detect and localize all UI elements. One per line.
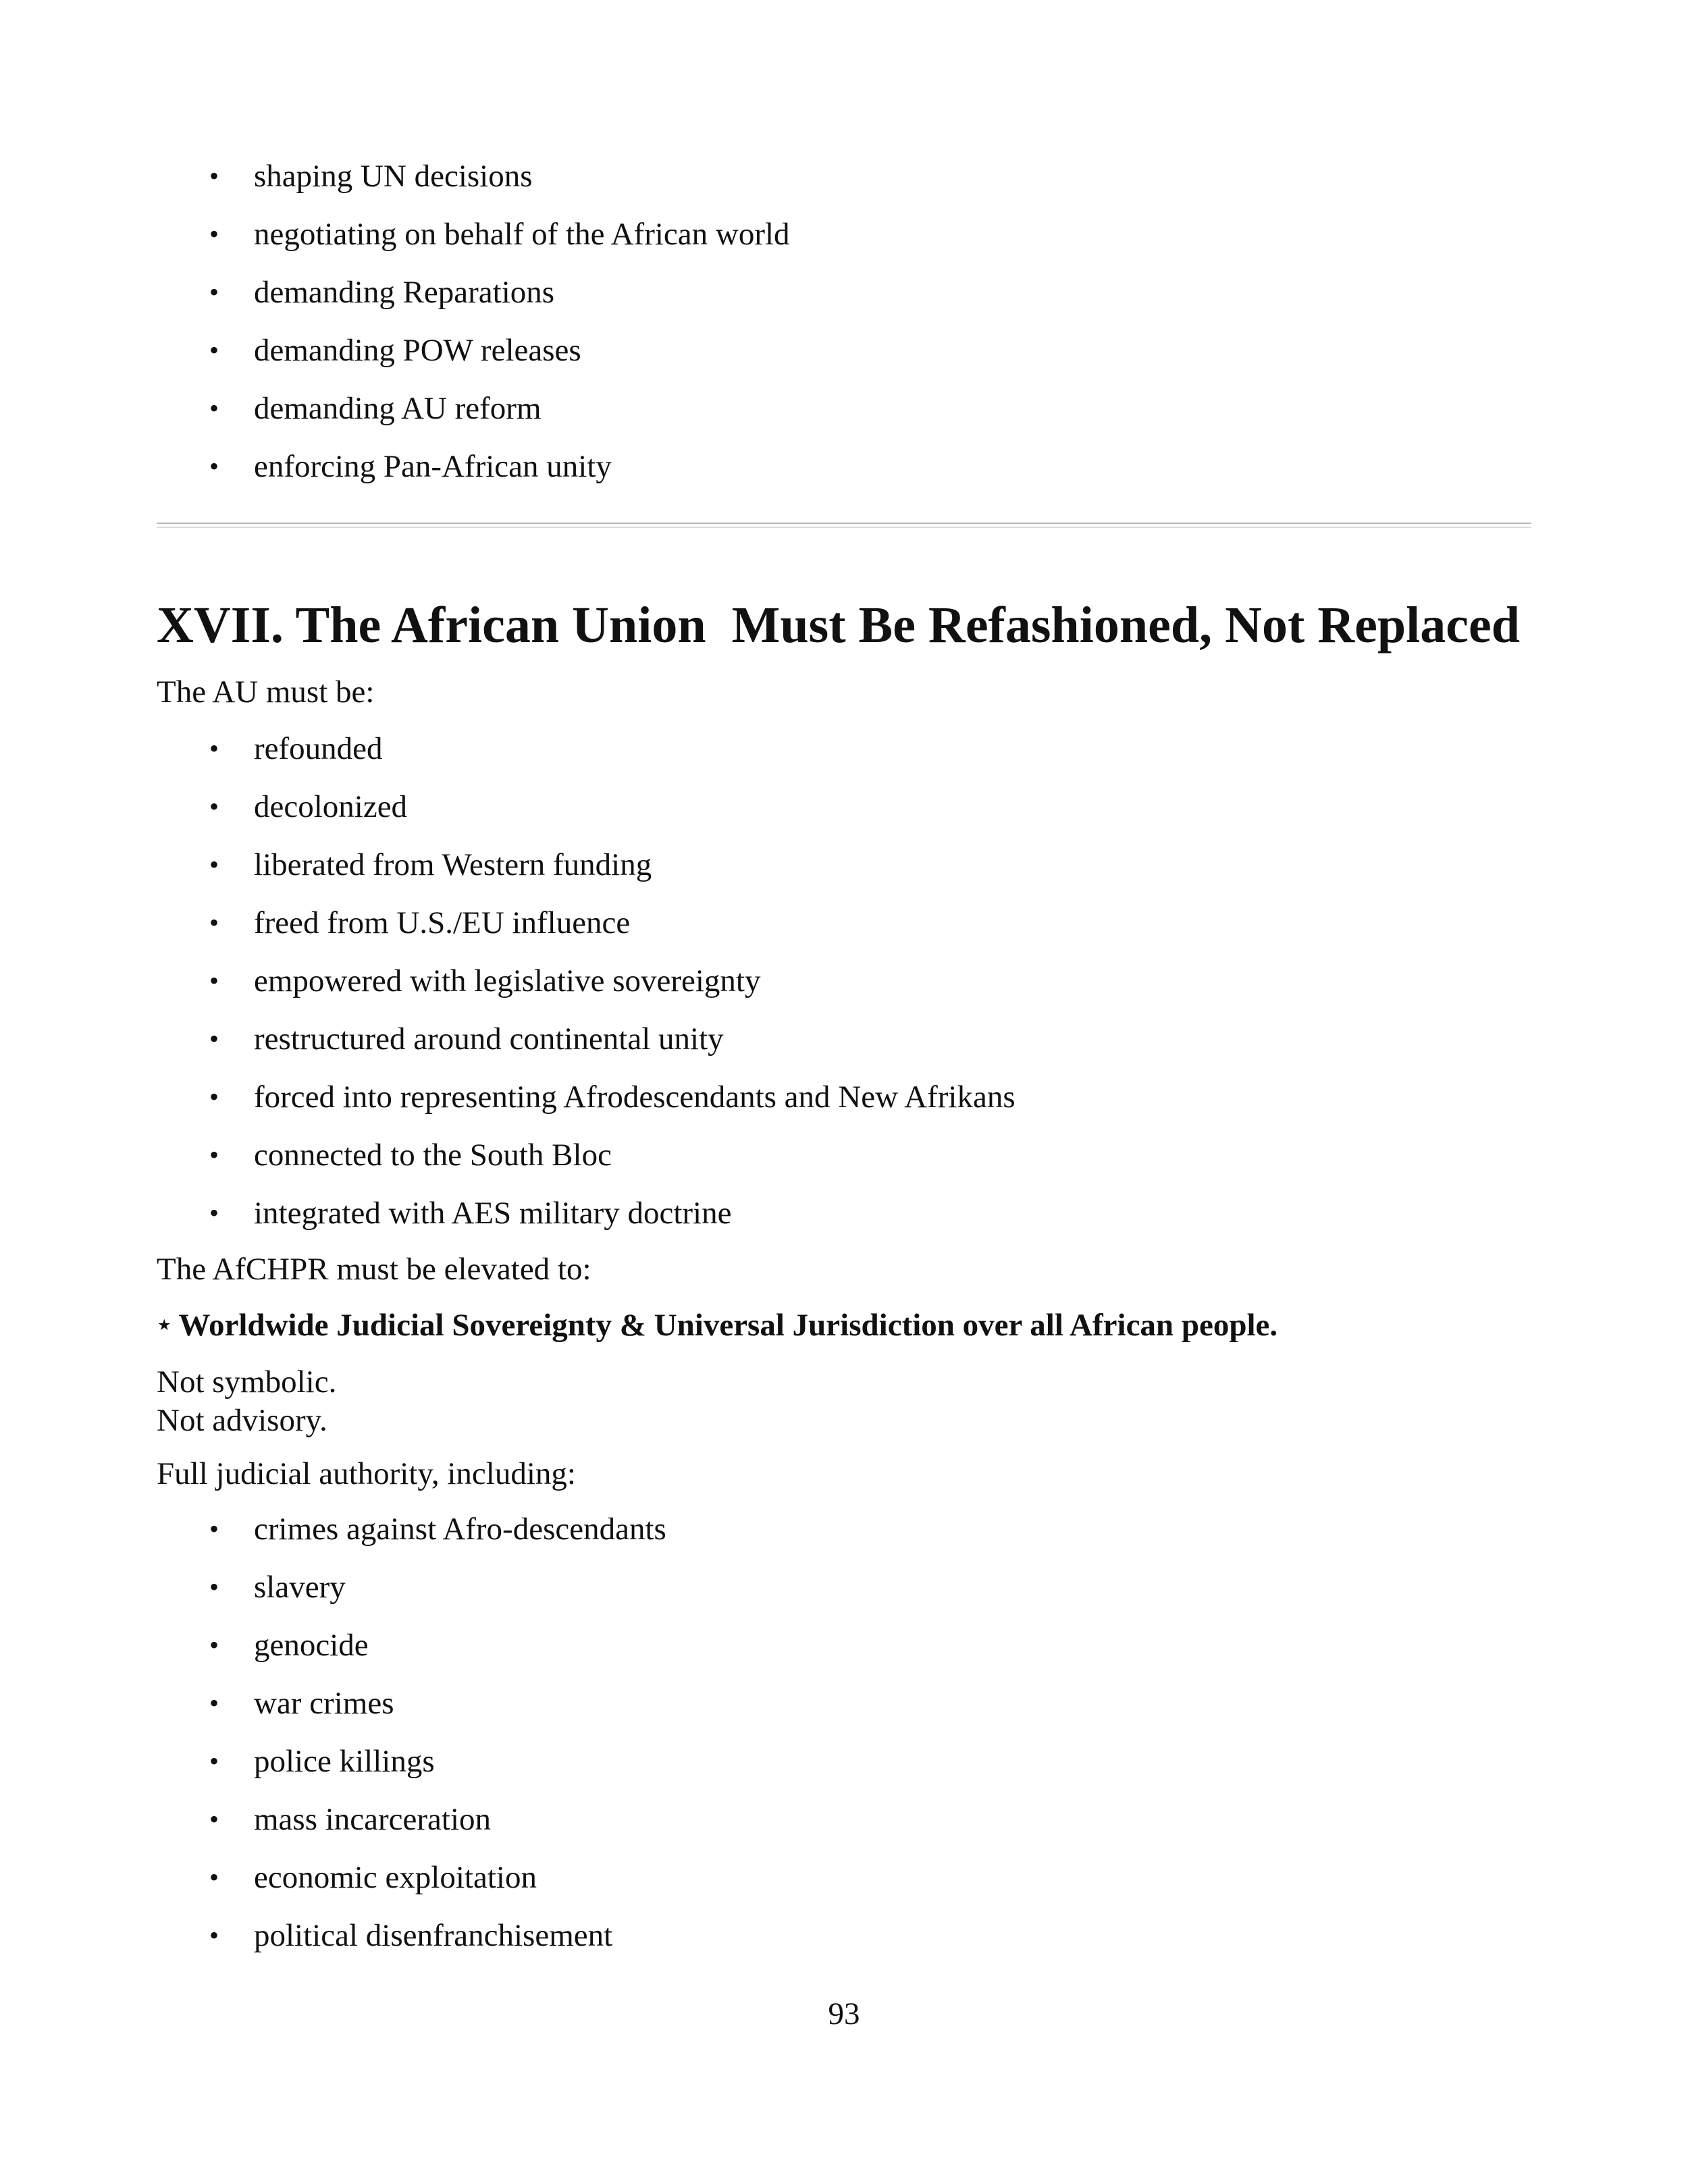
list-item-text: restructured around continental unity xyxy=(254,1021,724,1057)
not-symbolic-text: Not symbolic. xyxy=(157,1364,337,1400)
section-heading: XVII. The African Union Must Be Refashioned, Not Replaced xyxy=(157,597,1521,654)
bullet-icon: • xyxy=(209,393,219,423)
bullet-list-au-requirements xyxy=(209,720,1016,1242)
list-item xyxy=(209,437,790,496)
sovereignty-statement-text: Worldwide Judicial Sovereignty & Universal Jurisdiction over all African people. xyxy=(178,1308,1278,1343)
list-item xyxy=(209,1907,666,1965)
list-item-text: genocide xyxy=(254,1628,369,1663)
bullet-icon: • xyxy=(209,1862,219,1892)
list-item-text: crimes against Afro-descendants xyxy=(254,1512,666,1547)
list-item xyxy=(209,321,790,379)
list-item xyxy=(209,1674,666,1732)
bullet-icon: • xyxy=(209,277,219,307)
list-item-text: refounded xyxy=(254,731,383,766)
afchpr-intro-text: The AfCHPR must be elevated to: xyxy=(157,1252,591,1287)
list-item xyxy=(209,1126,1016,1184)
sovereignty-statement xyxy=(157,1310,1277,1341)
star-icon: ⋆ xyxy=(157,1311,172,1338)
list-item xyxy=(209,379,790,437)
bullet-icon: • xyxy=(209,965,219,996)
list-item-text: demanding POW releases xyxy=(254,333,581,368)
list-item xyxy=(209,1558,666,1616)
bullet-icon: • xyxy=(209,733,219,764)
list-item-text: connected to the South Bloc xyxy=(254,1138,612,1173)
bullet-icon: • xyxy=(209,451,219,481)
list-item xyxy=(209,1616,666,1674)
bullet-icon: • xyxy=(209,1688,219,1718)
list-item xyxy=(209,1184,1016,1242)
page-number: 93 xyxy=(828,1996,860,2031)
list-item-text: integrated with AES military doctrine xyxy=(254,1196,732,1231)
list-item-text: liberated from Western funding xyxy=(254,847,652,882)
list-item-text: enforcing Pan-African unity xyxy=(254,449,612,484)
bullet-icon: • xyxy=(209,1804,219,1834)
list-item-text: economic exploitation xyxy=(254,1860,537,1895)
list-item xyxy=(209,263,790,321)
bullet-icon: • xyxy=(209,1746,219,1776)
list-item xyxy=(209,1500,666,1558)
list-item-text: negotiating on behalf of the African world xyxy=(254,217,790,252)
bullet-icon: • xyxy=(209,849,219,880)
list-item xyxy=(209,952,1016,1010)
list-item xyxy=(209,1010,1016,1068)
bullet-list-judicial-authority xyxy=(209,1500,666,1965)
list-item-text: police killings xyxy=(254,1744,435,1779)
list-item-text: decolonized xyxy=(254,789,408,824)
list-item xyxy=(209,778,1016,836)
au-intro-text: The AU must be: xyxy=(157,674,375,710)
horizontal-divider xyxy=(157,523,1531,528)
bullet-icon: • xyxy=(209,1198,219,1228)
list-item-text: mass incarceration xyxy=(254,1802,492,1837)
list-item-text: slavery xyxy=(254,1570,346,1605)
list-item-text: demanding AU reform xyxy=(254,391,542,426)
list-item-text: shaping UN decisions xyxy=(254,159,533,194)
list-item xyxy=(209,1068,1016,1126)
list-item xyxy=(209,1732,666,1790)
bullet-icon: • xyxy=(209,907,219,938)
list-item-text: demanding Reparations xyxy=(254,275,555,310)
list-item-text: freed from U.S./EU influence xyxy=(254,905,631,940)
list-item xyxy=(209,205,790,263)
list-item xyxy=(209,720,1016,778)
list-item-text: empowered with legislative sovereignty xyxy=(254,963,761,998)
bullet-icon: • xyxy=(209,791,219,822)
list-item-text: political disenfranchisement xyxy=(254,1918,613,1953)
bullet-icon: • xyxy=(209,1630,219,1660)
bullet-icon: • xyxy=(209,1514,219,1544)
bullet-icon: • xyxy=(209,219,219,249)
authority-intro-text: Full judicial authority, including: xyxy=(157,1456,576,1491)
bullet-icon: • xyxy=(209,1572,219,1602)
list-item xyxy=(209,836,1016,894)
bullet-icon: • xyxy=(209,1920,219,1950)
list-item xyxy=(209,1848,666,1907)
bullet-icon: • xyxy=(209,1023,219,1054)
bullet-icon: • xyxy=(209,1140,219,1170)
bullet-icon: • xyxy=(209,1082,219,1112)
list-item xyxy=(209,1790,666,1848)
bullet-icon: • xyxy=(209,335,219,365)
list-item-text: forced into representing Afrodescendants and New Afrikans xyxy=(254,1080,1016,1115)
list-item xyxy=(209,894,1016,952)
bullet-list-top xyxy=(209,147,790,496)
list-item xyxy=(209,147,790,205)
list-item-text: war crimes xyxy=(254,1686,394,1721)
bullet-icon: • xyxy=(209,161,219,191)
not-advisory-text: Not advisory. xyxy=(157,1403,327,1438)
